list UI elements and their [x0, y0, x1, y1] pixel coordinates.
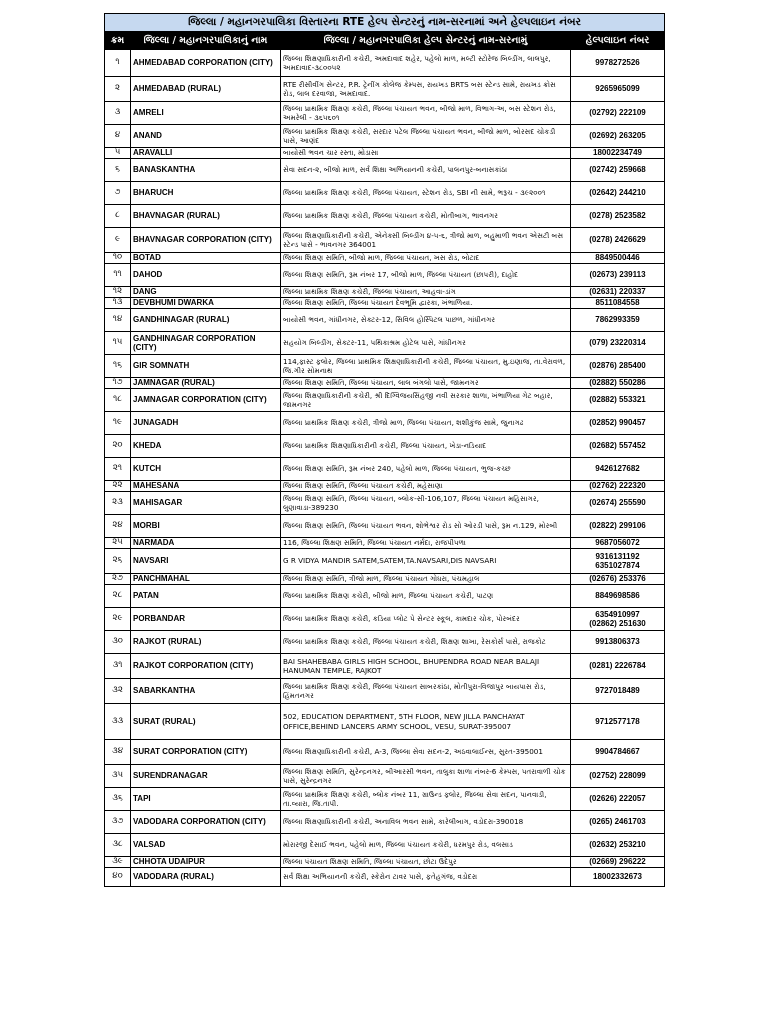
row-address: જિલ્લા શિક્ષણ સમિતિ, બીજો માળ, જિલ્લા પંચાયત, ખસ રોડ, બોટાદ [281, 253, 571, 264]
row-serial: ૨૪ [105, 515, 131, 538]
table-row [105, 515, 665, 538]
helpline-document [104, 13, 664, 887]
table-row [105, 765, 665, 788]
table-row [105, 298, 665, 309]
row-address: મોરારજી દેસાઈ ભવન, પહેલો માળ, જિલ્લા પંચાયત કચેરી, ધરમપુર રોડ, વલસાડ [281, 834, 571, 857]
table-row [105, 332, 665, 355]
row-district: BHAVNAGAR CORPORATION (CITY) [131, 228, 281, 253]
row-district: NAVSARI [131, 549, 281, 574]
row-address: જિલ્લા શિક્ષણ સમિતિ, જિલ્લા પંચાયત, બ્લોક-સી-106,107, જિલ્લા પંચાયત મહિસાગર, લુણાવાડા-389230 [281, 492, 571, 515]
row-district: PANCHMAHAL [131, 574, 281, 585]
table-row [105, 435, 665, 458]
row-helpline: 9913806373 [571, 631, 665, 654]
row-district: BHAVNAGAR (RURAL) [131, 205, 281, 228]
row-district: AHMEDABAD CORPORATION (CITY) [131, 50, 281, 77]
table-row [105, 205, 665, 228]
row-helpline: 9316131192 6351027874 [571, 549, 665, 574]
row-district: GANDHINAGAR (RURAL) [131, 309, 281, 332]
row-helpline: 9265965099 [571, 77, 665, 102]
table-row [105, 481, 665, 492]
row-district: JUNAGADH [131, 412, 281, 435]
row-address: G R VIDYA MANDIR SATEM,SATEM,TA.NAVSARI,DIS NAVSARI [281, 549, 571, 574]
row-address: જિલ્લા પ્રાથમિક શિક્ષણાધિકારીની કચેરી, જિલ્લા પંચાયત, ખેડા-નડિયાદ [281, 435, 571, 458]
table-row [105, 574, 665, 585]
row-serial: ૬ [105, 159, 131, 182]
table-row [105, 125, 665, 148]
table-row [105, 654, 665, 679]
table-row [105, 492, 665, 515]
table-row [105, 77, 665, 102]
row-helpline: 9426127682 [571, 458, 665, 481]
row-address: જિલ્લા શિક્ષણાધિકારીની કચેરી, અનાવિલ ભવન સામે, કારેલીબાગ, વડોદરા-390018 [281, 811, 571, 834]
row-address: જિલ્લા પ્રાથમિક શિક્ષણ કચેરી, જિલ્લા પંચાયત કચેરી, મોતીબાગ, ભાવનગર [281, 205, 571, 228]
row-helpline: 18002234749 [571, 148, 665, 159]
row-serial: ૨૨ [105, 481, 131, 492]
row-helpline: 8511084558 [571, 298, 665, 309]
row-serial: ૩૮ [105, 834, 131, 857]
row-serial: ૪ [105, 125, 131, 148]
row-district: RAJKOT CORPORATION (CITY) [131, 654, 281, 679]
table-row [105, 148, 665, 159]
row-serial: ૨૭ [105, 574, 131, 585]
row-serial: ૯ [105, 228, 131, 253]
row-helpline: 9727018489 [571, 679, 665, 704]
row-serial: ૨૧ [105, 458, 131, 481]
table-row [105, 287, 665, 298]
row-helpline: 6354910997 (02862) 251630 [571, 608, 665, 631]
row-district: VADODARA (RURAL) [131, 868, 281, 887]
row-helpline: 8849698586 [571, 585, 665, 608]
row-district: DAHOD [131, 264, 281, 287]
column-header-serial: ક્રમ [105, 32, 131, 50]
row-helpline: (02631) 220337 [571, 287, 665, 298]
row-helpline: (02676) 253376 [571, 574, 665, 585]
row-address: જિલ્લા પ્રાથમિક શિક્ષણ કચેરી, જિલ્લા પંચાયત ભવન, બીજો માળ, વિભાગ-અ, બસ સ્ટેશન રોડ, અમરેલી - ૩૬૫૬૦૧ [281, 102, 571, 125]
row-helpline: 7862993359 [571, 309, 665, 332]
row-district: JAMNAGAR (RURAL) [131, 378, 281, 389]
row-helpline: (02876) 285400 [571, 355, 665, 378]
row-address: જિલ્લા શિક્ષણાધિકારીની કચેરી, અમદાવાદ શહેર, પહેલો માળ, મલ્ટી સ્ટોરેજ બિલ્ડીંગ, લાલપુર, અમદાવાદ-૩૮૦૦૫૨ [281, 50, 571, 77]
row-district: ANAND [131, 125, 281, 148]
row-district: SURENDRANAGAR [131, 765, 281, 788]
row-district: SABARKANTHA [131, 679, 281, 704]
table-row [105, 857, 665, 868]
row-serial: ૧૭ [105, 378, 131, 389]
row-serial: ૩૬ [105, 788, 131, 811]
row-helpline: (0265) 2461703 [571, 811, 665, 834]
row-helpline: (02632) 253210 [571, 834, 665, 857]
row-serial: ૨૦ [105, 435, 131, 458]
row-district: NARMADA [131, 538, 281, 549]
table-row [105, 868, 665, 887]
row-helpline: (0278) 2523582 [571, 205, 665, 228]
row-district: RAJKOT (RURAL) [131, 631, 281, 654]
table-row [105, 309, 665, 332]
row-district: VADODARA CORPORATION (CITY) [131, 811, 281, 834]
row-helpline: (02882) 553321 [571, 389, 665, 412]
row-serial: ૩ [105, 102, 131, 125]
row-address: 114,ફાસ્ટ ફ્લોર, જિલ્લા પ્રાથમિક શિક્ષણાધિકારીની કચેરી, જિલ્લા પંચાયત, મુ.ઇણાજ, તા.વેરાવળ, જિ.ગીર સોમનાથ [281, 355, 571, 378]
title-row [105, 14, 665, 32]
row-district: SURAT (RURAL) [131, 704, 281, 740]
row-district: DANG [131, 287, 281, 298]
row-serial: ૩૨ [105, 679, 131, 704]
row-serial: ૮ [105, 205, 131, 228]
row-helpline: 8849500446 [571, 253, 665, 264]
column-header-helpline: હેલ્પલાઇન નંબર [571, 32, 665, 50]
table-row [105, 679, 665, 704]
table-body [105, 50, 665, 887]
row-district: AMRELI [131, 102, 281, 125]
row-serial: ૧૩ [105, 298, 131, 309]
row-address: 116, જિલ્લા શિક્ષણ સમિતિ, જિલ્લા પંચાયત નર્મદા, રાજપીપળા [281, 538, 571, 549]
table-row [105, 159, 665, 182]
row-district: BHARUCH [131, 182, 281, 205]
row-serial: ૨૫ [105, 538, 131, 549]
row-address: જિલ્લા પ્રાથમિક શિક્ષણ કચેરી, બ્લોક નંબર 11, ગ્રાઉન્ડ ફ્લોર, જિલ્લા સેવા સદન, પાનવાડી, તા.વ્યારા, જિ.તાપી. [281, 788, 571, 811]
table-row [105, 585, 665, 608]
row-serial: ૫ [105, 148, 131, 159]
table-row [105, 834, 665, 857]
row-address: જિલ્લા પ્રાથમિક શિક્ષણ કચેરી, જિલ્લા પંચાયત, આહવા-ડાંગ [281, 287, 571, 298]
row-district: BOTAD [131, 253, 281, 264]
row-address: જિલ્લા શિક્ષણ સમિતિ, જિલ્લા પંચાયત ભવન, શોભેશ્વર રોડ સો ઓરડી પાસે, રૂમ ન.129, મોરબી [281, 515, 571, 538]
table-row [105, 538, 665, 549]
row-helpline: (02752) 228099 [571, 765, 665, 788]
row-serial: ૧ [105, 50, 131, 77]
row-helpline: 9904784667 [571, 740, 665, 765]
row-address: જિલ્લા પ્રાથમિક શિક્ષણ કચેરી, જિલ્લા પંચાયત, સ્ટેશન રોડ, SBI ની સામે, ભરૂચ - ૩૯૨૦૦૧ [281, 182, 571, 205]
row-address: જિલ્લા શિક્ષણાધિકારીની કચેરી, એનેક્સી બિલ્ડીંગ ૪-૫-૬, ત્રીજો માળ, બહુમાળી ભવન એસટી બસ સ્ટેન્ડ પાસે - ભાવનગર 364001 [281, 228, 571, 253]
row-district: AHMEDABAD (RURAL) [131, 77, 281, 102]
row-address: જિલ્લા પ્રાથમિક શિક્ષણ કચેરી, જિલ્લા પંચાયત સાબરકાંઠા, મોતીપુરા-વિજાપુર બાયપાસ રોડ, હિંમતનગર [281, 679, 571, 704]
row-address: બાયોસી ભવન, ગાંધીનગર, સેક્ટર-12, સિવિલ હોસ્પિટલ પાછળ, ગાંધીનગર [281, 309, 571, 332]
row-address: જિલ્લા પ્રાથમિક શિક્ષણ કચેરી, બીજો માળ, જિલ્લા પંચાયત કચેરી, પાટણ [281, 585, 571, 608]
table-row [105, 412, 665, 435]
row-address: જિલ્લા શિક્ષણ સમિતિ, જિલ્લા પંચાયત દેવભૂમિ દ્વારકા, ખંભાળિયા. [281, 298, 571, 309]
row-helpline: (02822) 299106 [571, 515, 665, 538]
row-serial: ૩૧ [105, 654, 131, 679]
column-header-address: જિલ્લા / મહાનગરપાલિકા હેલ્પ સેન્ટરનું નામ-સરનામું [281, 32, 571, 50]
table-row [105, 264, 665, 287]
row-helpline: (02852) 990457 [571, 412, 665, 435]
row-serial: ૧૧ [105, 264, 131, 287]
row-helpline: (02626) 222057 [571, 788, 665, 811]
row-district: JAMNAGAR CORPORATION (CITY) [131, 389, 281, 412]
row-serial: ૩૯ [105, 857, 131, 868]
row-serial: ૨૩ [105, 492, 131, 515]
row-district: DEVBHUMI DWARKA [131, 298, 281, 309]
row-helpline: (02742) 259668 [571, 159, 665, 182]
table-row [105, 631, 665, 654]
row-serial: ૭ [105, 182, 131, 205]
row-address: જિલ્લા શિક્ષણ સમિતિ, રૂમ નંબર 240, પહેલો માળ, જિલ્લા પંચાયત, ભુજ-કચ્છ [281, 458, 571, 481]
helpline-table [104, 13, 665, 887]
row-address: બાયોસી ભવન ચાર રસ્તા, મોડાસા [281, 148, 571, 159]
row-district: MORBI [131, 515, 281, 538]
row-helpline: (0281) 2226784 [571, 654, 665, 679]
row-district: MAHISAGAR [131, 492, 281, 515]
row-serial: ૧૫ [105, 332, 131, 355]
row-helpline: (02692) 263205 [571, 125, 665, 148]
row-serial: ૧૦ [105, 253, 131, 264]
row-serial: ૩૦ [105, 631, 131, 654]
row-district: KHEDA [131, 435, 281, 458]
row-district: ARAVALLI [131, 148, 281, 159]
row-serial: ૨૬ [105, 549, 131, 574]
row-helpline: (02642) 244210 [571, 182, 665, 205]
row-helpline: (079) 23220314 [571, 332, 665, 355]
row-serial: ૧૮ [105, 389, 131, 412]
table-row [105, 549, 665, 574]
row-address: જિલ્લા પ્રાથમિક શિક્ષણ કચેરી, કડિયા પ્લોટ પે સેન્ટર સ્કૂલ, કામદાર ચોક, પોરબંદર [281, 608, 571, 631]
table-row [105, 228, 665, 253]
table-row [105, 355, 665, 378]
row-address: જિલ્લા પ્રાથમિક શિક્ષણ કચેરી, ત્રીજો માળ, જિલ્લા પંચાયત, શશીકુંજ સામે, જુનાગઢ [281, 412, 571, 435]
row-helpline: 9687056072 [571, 538, 665, 549]
row-serial: ૧૪ [105, 309, 131, 332]
row-address: જિલ્લા શિક્ષણાધિકારીની કચેરી, શ્રી દિગ્વિજયસિંહજી નવી સરકાર શાળા, ખંભાળિયા ગેટ બહાર, જામનગર [281, 389, 571, 412]
row-address: જિલ્લા શિક્ષણ સમિતિ, જિલ્લા પંચાયત કચેરી, મહેસાણા [281, 481, 571, 492]
table-row [105, 458, 665, 481]
table-row [105, 102, 665, 125]
table-row [105, 389, 665, 412]
row-serial: ૨ [105, 77, 131, 102]
table-row [105, 608, 665, 631]
row-helpline: (02882) 550286 [571, 378, 665, 389]
row-district: PATAN [131, 585, 281, 608]
row-helpline: 9978272526 [571, 50, 665, 77]
table-row [105, 704, 665, 740]
row-serial: ૩૭ [105, 811, 131, 834]
table-row [105, 182, 665, 205]
row-district: CHHOTA UDAIPUR [131, 857, 281, 868]
row-helpline: (0278) 2426629 [571, 228, 665, 253]
row-district: BANASKANTHA [131, 159, 281, 182]
row-helpline: (02673) 239113 [571, 264, 665, 287]
table-row [105, 378, 665, 389]
table-row [105, 740, 665, 765]
row-helpline: 9712577178 [571, 704, 665, 740]
row-serial: ૩૪ [105, 740, 131, 765]
row-serial: ૨૯ [105, 608, 131, 631]
row-serial: ૧૯ [105, 412, 131, 435]
row-address: સર્વ શિક્ષા અભિયાનની કચેરી, સ્કેરોન ટાવર પાસે, ફતેહગંજ, વડોદરા [281, 868, 571, 887]
row-district: GANDHINAGAR CORPORATION (CITY) [131, 332, 281, 355]
row-helpline: (02674) 255590 [571, 492, 665, 515]
row-serial: ૪૦ [105, 868, 131, 887]
row-address: સહયોગ બિલ્ડીંગ, સેક્ટર-11, પથિકાશ્રમ હોટેલ પાસે, ગાંધીનગર [281, 332, 571, 355]
row-address: જિલ્લા શિક્ષણ સમિતિ, સુરેન્દ્રનગર, બીઆરસી ભવન, તાલુકા શાળા નંબર-6 કેમ્પસ, પતરાવાળી ચોક પાસે, સુરેન્દ્રનગર [281, 765, 571, 788]
row-serial: ૩૫ [105, 765, 131, 788]
row-helpline: (02792) 222109 [571, 102, 665, 125]
row-district: VALSAD [131, 834, 281, 857]
column-header-district: જિલ્લા / મહાનગરપાલિકાનું નામ [131, 32, 281, 50]
document-title: જિલ્લા / મહાનગરપાલિકા વિસ્તારના RTE હેલ્પ સેન્ટરનું નામ-સરનામાં અને હેલ્પલાઇન નંબર [105, 14, 665, 32]
row-address: જિલ્લા પંચાયત શિક્ષણ સમિતિ, જિલ્લા પંચાયત, છોટા ઉદેપુર [281, 857, 571, 868]
row-helpline: (02762) 222320 [571, 481, 665, 492]
row-serial: ૨૮ [105, 585, 131, 608]
row-serial: ૧૬ [105, 355, 131, 378]
row-district: SURAT CORPORATION (CITY) [131, 740, 281, 765]
row-address: જિલ્લા શિક્ષણાધિકારીની કચેરી, A-3, જિલ્લા સેવા સદન-2, અઠવાલાઈન્સ, સુરત-395001 [281, 740, 571, 765]
row-address: BAI SHAHEBABA GIRLS HIGH SCHOOL, BHUPENDRA ROAD NEAR BALAJI HANUMAN TEMPLE, RAJKOT [281, 654, 571, 679]
row-helpline: (02682) 557452 [571, 435, 665, 458]
row-address: 502, EDUCATION DEPARTMENT, 5TH FLOOR, NEW JILLA PANCHAYAT OFFICE,BEHIND LANCERS ARMY SCHOOL, VESU, SURAT-395007 [281, 704, 571, 740]
table-row [105, 50, 665, 77]
table-row [105, 788, 665, 811]
table-row [105, 253, 665, 264]
row-address: જિલ્લા પ્રાથમિક શિક્ષણ કચેરી, સરદાર પટેલ જિલ્લા પંચાયત ભવન, બીજો માળ, બોરસદ ચોકડી પાસે, આણંદ [281, 125, 571, 148]
row-serial: ૧૨ [105, 287, 131, 298]
row-district: PORBANDAR [131, 608, 281, 631]
row-serial: ૩૩ [105, 704, 131, 740]
row-address: જિલ્લા શિક્ષણ સમિતિ, રૂમ નંબર 17, બીજો માળ, જિલ્લા પંચાયત (છાપરી), દાહોદ [281, 264, 571, 287]
row-district: MAHESANA [131, 481, 281, 492]
row-address: સેવા સદન-૨, બીજો માળ, સર્વ શિક્ષા અભિયાનની કચેરી, પાલનપુર-બનાસકાંઠા [281, 159, 571, 182]
row-address: જિલ્લા શિક્ષણ સમિતિ, જિલ્લા પંચાયત, લાલ બંગલો પાસે, જામનગર [281, 378, 571, 389]
row-address: જિલ્લા શિક્ષણ સમિતિ, ત્રીજો માળ, જિલ્લા પંચાયત ગોધરા, પંચમહાલ [281, 574, 571, 585]
row-helpline: (02669) 296222 [571, 857, 665, 868]
row-district: TAPI [131, 788, 281, 811]
header-row [105, 32, 665, 50]
table-row [105, 811, 665, 834]
row-district: KUTCH [131, 458, 281, 481]
row-address: RTE રીસીવીંગ સેન્ટર, P.R. ટ્રેનીંગ કોલેજ કેમ્પસ, રાયખડ BRTS બસ સ્ટેન્ડ સામે, રાયખડ ક્રોસ રોડ, લાલ દરવાજા, અમદાવાદ. [281, 77, 571, 102]
row-helpline: 18002332673 [571, 868, 665, 887]
row-district: GIR SOMNATH [131, 355, 281, 378]
row-address: જિલ્લા પ્રાથમિક શિક્ષણ કચેરી, જિલ્લા પંચાયત કચેરી, શિક્ષણ શાખા, રેસકોર્સ પાસે, રાજકોટ [281, 631, 571, 654]
